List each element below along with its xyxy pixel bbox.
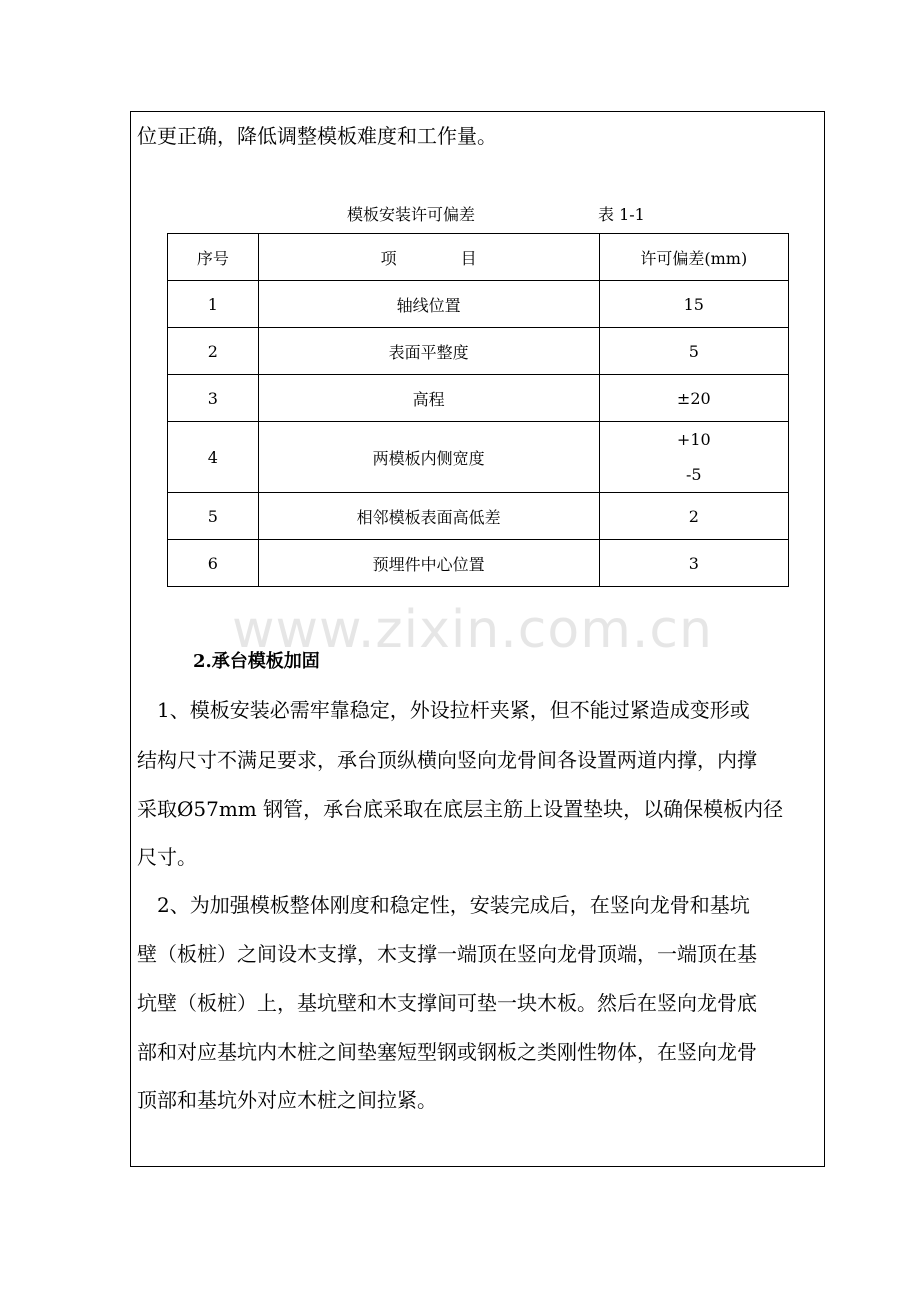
row-tolerance: 3: [599, 540, 788, 587]
row-number: 5: [168, 493, 259, 540]
para2-line: 2、为加强模板整体刚度和稳定性，安装完成后，在竖向龙骨和基坑: [137, 893, 750, 917]
table-row: [168, 281, 789, 328]
row-item: 相邻模板表面高低差: [258, 493, 599, 540]
table-header-row: [168, 234, 789, 281]
row-tolerance: ±20: [599, 375, 788, 422]
table-number: 表 1-1: [598, 205, 645, 224]
para1-line: 结构尺寸不满足要求，承台顶纵横向竖向龙骨间各设置两道内撑，内撑: [137, 748, 757, 772]
section-heading: 2.承台模板加固: [193, 651, 320, 672]
table-row: [168, 493, 789, 540]
row-number: 2: [168, 328, 259, 375]
para2-line: 坑壁（板桩）上，基坑壁和木支撑间可垫一块木板。然后在竖向龙骨底: [137, 991, 757, 1015]
row-tolerance: 2: [599, 493, 788, 540]
tolerance-lower: -5: [686, 465, 702, 484]
row-item: 高程: [258, 375, 599, 422]
para2-line: 壁（板桩）之间设木支撑，木支撑一端顶在竖向龙骨顶端，一端顶在基: [137, 942, 757, 966]
header-cell: 序号: [168, 234, 259, 281]
intro-text: 位更正确，降低调整模板难度和工作量。: [137, 124, 497, 148]
row-number: 4: [168, 422, 259, 493]
para1-line: 尺寸。: [137, 845, 197, 869]
para1-line: 采取Ø57mm 钢管，承台底采取在底层主筋上设置垫块，以确保模板内径: [137, 797, 784, 821]
tolerance-table: [167, 233, 789, 587]
table-row: [168, 540, 789, 587]
row-item: 两模板内侧宽度: [258, 422, 599, 493]
row-item: 预埋件中心位置: [258, 540, 599, 587]
tolerance-upper: +10: [676, 430, 711, 449]
table-row: [168, 328, 789, 375]
row-number: 1: [168, 281, 259, 328]
row-tolerance: 15: [599, 281, 788, 328]
table-caption: 模板安装许可偏差: [347, 205, 476, 224]
table-row: [168, 422, 789, 493]
header-cell: 许可偏差(mm): [599, 234, 788, 281]
row-tolerance: 5: [599, 328, 788, 375]
para1-line: 1、模板安装必需牢靠稳定，外设拉杆夹紧，但不能过紧造成变形或: [137, 698, 750, 722]
header-cell: 项 目: [258, 234, 599, 281]
watermark: www.zixin.com.cn: [232, 600, 713, 660]
para2-line: 顶部和基坑外对应木桩之间拉紧。: [137, 1088, 437, 1112]
row-item: 轴线位置: [258, 281, 599, 328]
row-number: 3: [168, 375, 259, 422]
row-number: 6: [168, 540, 259, 587]
table-row: [168, 375, 789, 422]
row-item: 表面平整度: [258, 328, 599, 375]
para2-line: 部和对应基坑内木桩之间垫塞短型钢或钢板之类刚性物体，在竖向龙骨: [137, 1040, 757, 1064]
row-tolerance: [599, 422, 788, 493]
